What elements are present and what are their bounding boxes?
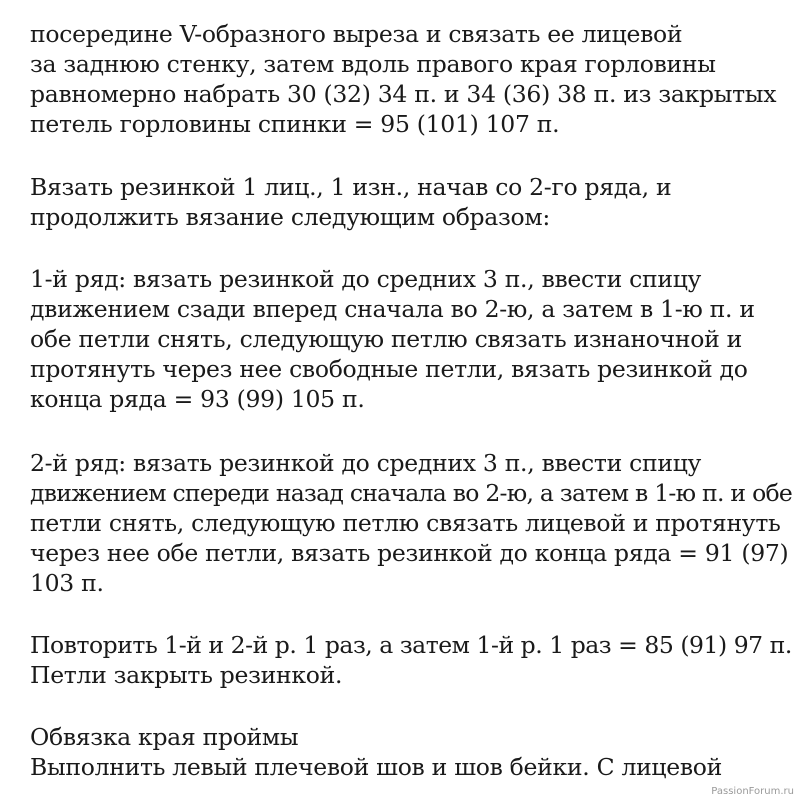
paragraph-repeat bbox=[30, 630, 792, 690]
text-line: Вязать резинкой 1 лиц., 1 изн., начав со 2-го ряда, и bbox=[30, 173, 672, 201]
text-line: движением сзади вперед сначала во 2-ю, а затем в 1-ю п. и bbox=[30, 295, 755, 323]
text-line: через нее обе петли, вязать резинкой до конца ряда = 91 (97) bbox=[30, 539, 789, 567]
text-line: равномерно набрать 30 (32) 34 п. и 34 (36) 38 п. из закрытых bbox=[30, 80, 777, 108]
text-line: продолжить вязание следующим образом: bbox=[30, 203, 550, 231]
text-line: Петли закрыть резинкой. bbox=[30, 661, 343, 689]
paragraph-row-2 bbox=[30, 448, 792, 598]
text-line: Выполнить левый плечевой шов и шов бейки. С лицевой bbox=[30, 753, 722, 781]
text-line: протянуть через нее свободные петли, вязать резинкой до bbox=[30, 355, 748, 383]
paragraph-neckline-pickup bbox=[30, 19, 776, 139]
text-line: Повторить 1-й и 2-й р. 1 раз, а затем 1-й р. 1 раз = 85 (91) 97 п. bbox=[30, 631, 792, 659]
text-line: за заднюю стенку, затем вдоль правого края горловины bbox=[30, 50, 716, 78]
text-line: 103 п. bbox=[30, 569, 104, 597]
section-heading: Обвязка края проймы bbox=[30, 723, 299, 751]
text-line: обе петли снять, следующую петлю связать изнаночной и bbox=[30, 325, 742, 353]
paragraph-row-1 bbox=[30, 264, 755, 414]
text-line: 1-й ряд: вязать резинкой до средних 3 п., ввести спицу bbox=[30, 265, 702, 293]
watermark: PassionForum.ru bbox=[711, 786, 794, 797]
text-line: конца ряда = 93 (99) 105 п. bbox=[30, 385, 365, 413]
paragraph-rib-start bbox=[30, 172, 671, 232]
text-line: петель горловины спинки = 95 (101) 107 п. bbox=[30, 110, 560, 138]
paragraph-armhole-edging bbox=[30, 722, 722, 782]
text-line: посередине V-образного выреза и связать ее лицевой bbox=[30, 20, 683, 48]
text-line: петли снять, следующую петлю связать лицевой и протянуть bbox=[30, 509, 781, 537]
text-line: движением спереди назад сначала во 2-ю, а затем в 1-ю п. и обе bbox=[30, 479, 793, 507]
text-line: 2-й ряд: вязать резинкой до средних 3 п., ввести спицу bbox=[30, 449, 702, 477]
